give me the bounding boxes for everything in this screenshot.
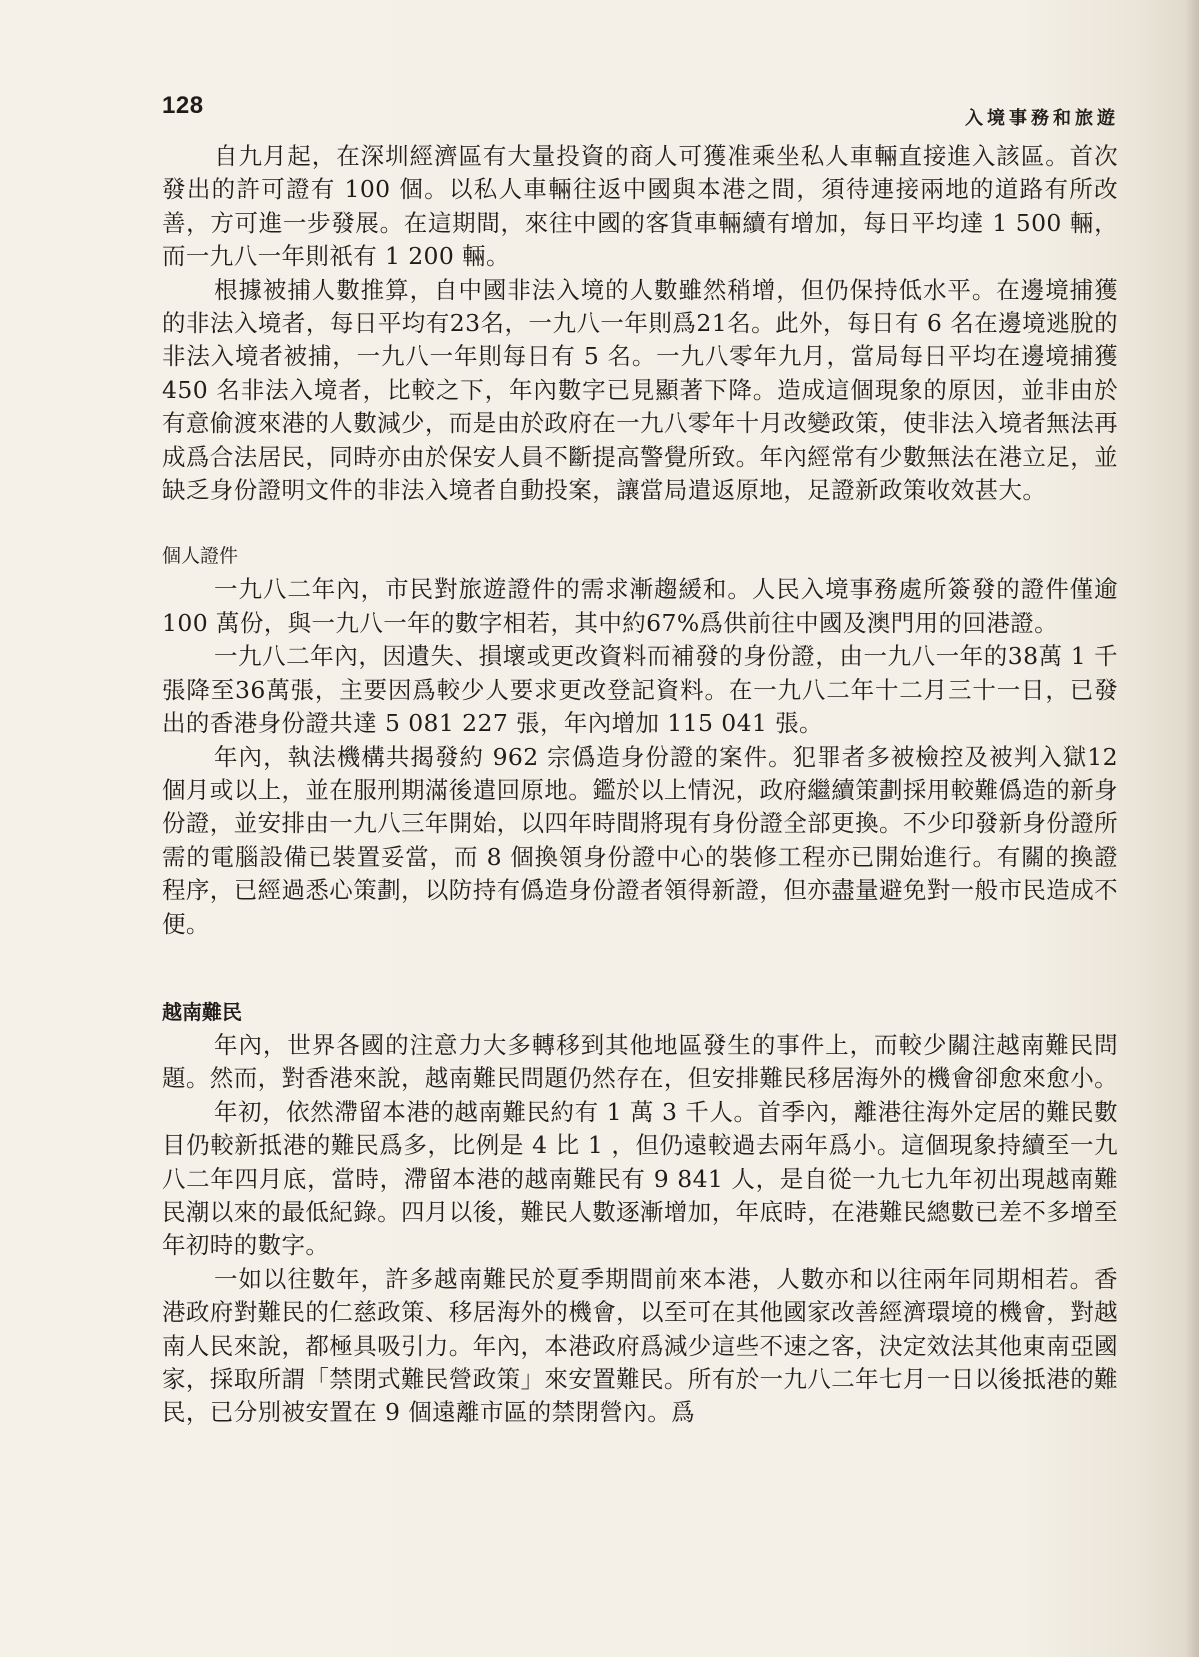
page-number: 128 <box>162 92 204 119</box>
paragraph: 年內，世界各國的注意力大多轉移到其他地區發生的事件上，而較少關注越南難民問題。然而，對香港來說，越南難民問題仍然存在，但安排難民移居海外的機會卻愈來愈小。 <box>162 1030 1118 1093</box>
section-title-personal-documents: 個人證件 <box>162 545 239 568</box>
paragraph: 一九八二年內，市民對旅遊證件的需求漸趨緩和。人民入境事務處所簽發的證件僅逾 100 萬份，與一九八一年的數字相若，其中約67%爲供前往中國及澳門用的回港證。 <box>162 575 1118 637</box>
paragraph: 年初，依然滯留本港的越南難民約有 1 萬 3 千人。首季內，離港往海外定居的難民數目仍較新抵港的難民爲多，比例是 4 比 1 ，但仍遠較過去兩年爲小。這個現象持續至一九八二年四月底，當時，滯留本港的越南難民有 9 841 人，是自從一九七九年初出現越南難民潮以來的最低紀錄。四月以後，難民人數逐漸增加，年底時，在港難民總數已差不多增至年初時的數字。 <box>162 1097 1118 1260</box>
section-spacer <box>162 941 1118 996</box>
running-title: 入境事務和旅遊 <box>965 108 1119 129</box>
paragraph: 一九八二年內，因遺失、損壞或更改資料而補發的身份證，由一九八一年的38萬 1 千張降至36萬張，主要因爲較少人要求更改登記資料。在一九八二年十二月三十一日，已發出的香港身份證共達 5 081 227 張，年內增加 115 041 張。 <box>162 642 1118 738</box>
section-spacer <box>162 507 1118 540</box>
section-title-vietnamese-refugees: 越南難民 <box>162 999 242 1024</box>
paragraph: 一如以往數年，許多越南難民於夏季期間前來本港，人數亦和以往兩年同期相若。香港政府對難民的仁慈政策、移居海外的機會，以至可在其他國家改善經濟環境的機會，對越南人民來說，都極具吸引力。年內，本港政府爲減少這些不速之客，決定效法其他東南亞國家，採取所謂「禁閉式難民營政策」來安置難民。所有於一九八二年七月一日以後抵港的難民，已分別被安置在 9 個遠離市區的禁閉營內。爲 <box>162 1264 1118 1427</box>
paragraph: 自九月起，在深圳經濟區有大量投資的商人可獲准乘坐私人車輛直接進入該區。首次發出的許可證有 100 個。以私人車輛往返中國與本港之間，須待連接兩地的道路有所改善，方可進一步發展。在這期間，來往中國的客貨車輛續有增加，每日平均達 1 500 輛，而一九八一年則祇有 1 200 輛。 <box>162 142 1118 271</box>
spine-shadow <box>1185 0 1199 1657</box>
paragraph: 年內，執法機構共揭發約 962 宗僞造身份證的案件。犯罪者多被檢控及被判入獄12個月或以上，並在服刑期滿後遣回原地。鑑於以上情況，政府繼續策劃採用較難僞造的新身份證，並安排由一九八三年開始，以四年時間將現有身份證全部更換。不少印發新身份證所需的電腦設備已裝置妥當，而 8 個換領身份證中心的裝修工程亦已開始進行。有關的換證程序，已經過悉心策劃，以防持有僞造身份證者領得新證，但亦盡量避免對一般市民造成不便。 <box>162 742 1118 938</box>
page-body <box>162 140 1118 1430</box>
paragraph: 根據被捕人數推算，自中國非法入境的人數雖然稍增，但仍保持低水平。在邊境捕獲的非法入境者，每日平均有23名，一九八一年則爲21名。此外，每日有 6 名在邊境逃脫的非法入境者被捕，一九八一年則每日有 5 名。一九八零年九月，當局每日平均在邊境捕獲 450 名非法入境者，比較之下，年內數字已見顯著下降。造成這個現象的原因，並非由於有意偷渡來港的人數減少，而是由於政府在一九八零年十月改變政策，使非法入境者無法再成爲合法居民，同時亦由於保安人員不斷提高警覺所致。年內經常有少數無法在港立足，並缺乏身份證明文件的非法入境者自動投案，讓當局遣返原地，足證新政策收效甚大。 <box>162 275 1118 505</box>
